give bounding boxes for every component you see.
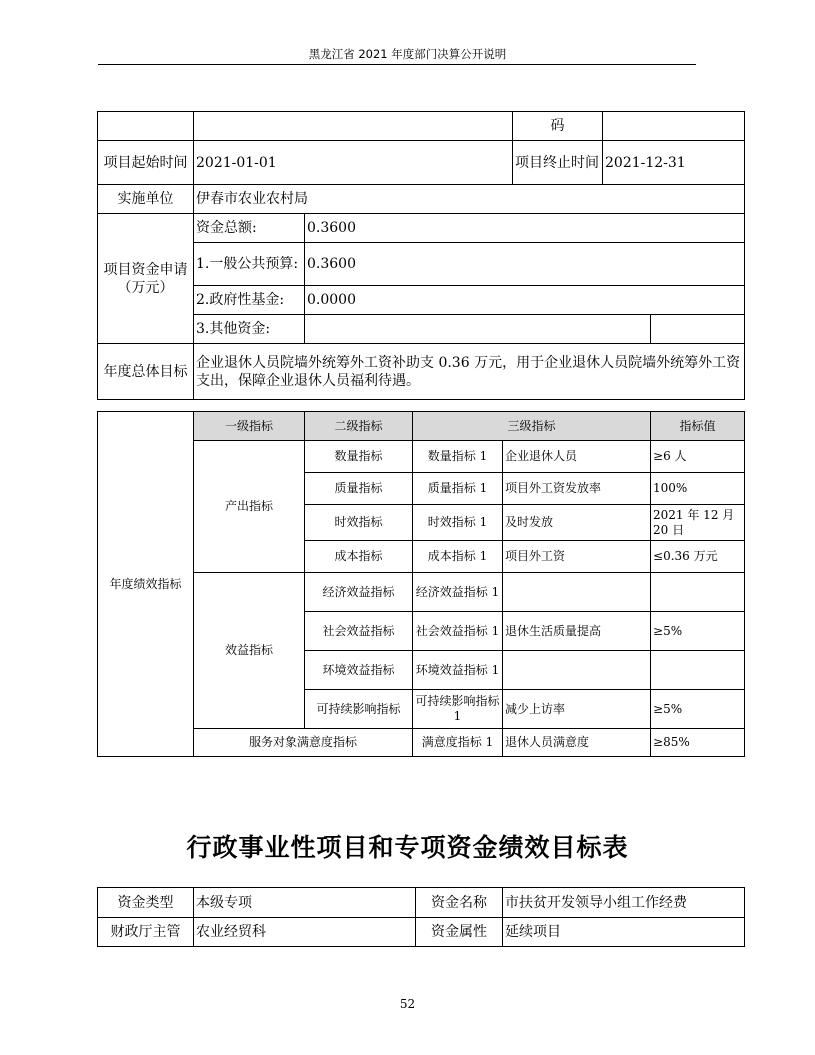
fund-summary-table bbox=[97, 887, 745, 947]
fund-name-label: 资金名称 bbox=[416, 888, 503, 918]
value-cell: 2021 年 12 月 20 日 bbox=[651, 505, 745, 541]
level2-cell: 社会效益指标 bbox=[305, 612, 413, 651]
header-rule bbox=[98, 64, 696, 65]
funds-table bbox=[97, 213, 745, 400]
value-cell: ≥5% bbox=[651, 612, 745, 651]
project-info-table bbox=[97, 111, 745, 214]
value-cell: 100% bbox=[651, 473, 745, 505]
header-value: 指标值 bbox=[651, 412, 745, 441]
end-date-value: 2021-12-31 bbox=[603, 141, 745, 185]
benefit-indicator-label: 效益指标 bbox=[194, 573, 305, 729]
table-row bbox=[98, 441, 745, 473]
perf-side-label: 年度绩效指标 bbox=[98, 412, 194, 757]
code-label: 码 bbox=[513, 112, 603, 141]
level3-name-cell: 可持续影响指标 1 bbox=[413, 690, 503, 729]
level3-name-cell: 数量指标 1 bbox=[413, 441, 503, 473]
funds-label: 项目资金申请（万元） bbox=[98, 214, 194, 344]
fund-type-value: 本级专项 bbox=[194, 888, 416, 918]
start-date-label: 项目起始时间 bbox=[98, 141, 194, 185]
level3-desc-cell bbox=[503, 573, 651, 612]
general-budget-value: 0.3600 bbox=[305, 243, 745, 286]
section-title: 行政事业性项目和专项资金绩效目标表 bbox=[186, 833, 629, 862]
level3-desc-cell: 及时发放 bbox=[503, 505, 651, 541]
end-date-label: 项目终止时间 bbox=[513, 141, 603, 185]
level3-desc-cell: 项目外工资 bbox=[503, 541, 651, 573]
gov-fund-value: 0.0000 bbox=[305, 286, 745, 315]
performance-table bbox=[97, 411, 745, 757]
level2-cell: 可持续影响指标 bbox=[305, 690, 413, 729]
value-cell: ≥5% bbox=[651, 690, 745, 729]
other-fund-value bbox=[305, 315, 651, 344]
level3-desc-cell: 项目外工资发放率 bbox=[503, 473, 651, 505]
level2-cell: 成本指标 bbox=[305, 541, 413, 573]
value-cell bbox=[651, 573, 745, 612]
fund-attr-value: 延续项目 bbox=[503, 918, 745, 947]
level2-cell: 经济效益指标 bbox=[305, 573, 413, 612]
gov-fund-label: 2.政府性基金: bbox=[194, 286, 305, 315]
implementing-unit-label: 实施单位 bbox=[98, 185, 194, 214]
page-number: 52 bbox=[399, 997, 416, 1011]
header-level1: 一级指标 bbox=[194, 412, 305, 441]
total-funds-label: 资金总额: bbox=[194, 214, 305, 243]
level3-name-cell: 满意度指标 1 bbox=[413, 729, 503, 757]
level3-desc-cell: 企业退休人员 bbox=[503, 441, 651, 473]
level2-cell: 环境效益指标 bbox=[305, 651, 413, 690]
table-row bbox=[98, 729, 745, 757]
level3-desc-cell bbox=[503, 651, 651, 690]
header-level2: 二级指标 bbox=[305, 412, 413, 441]
implementing-unit-value: 伊春市农业农村局 bbox=[194, 185, 745, 214]
satisfaction-indicator-label: 服务对象满意度指标 bbox=[194, 729, 413, 757]
level3-desc-cell: 退休生活质量提高 bbox=[503, 612, 651, 651]
dept-label: 财政厅主管 bbox=[98, 918, 194, 947]
level3-name-cell: 社会效益指标 1 bbox=[413, 612, 503, 651]
level3-name-cell: 成本指标 1 bbox=[413, 541, 503, 573]
level3-name-cell: 环境效益指标 1 bbox=[413, 651, 503, 690]
total-funds-value: 0.3600 bbox=[305, 214, 745, 243]
start-date-value: 2021-01-01 bbox=[194, 141, 513, 185]
level3-name-cell: 经济效益指标 1 bbox=[413, 573, 503, 612]
value-cell: ≥6 人 bbox=[651, 441, 745, 473]
document-header: 黑龙江省 2021 年度部门决算公开说明 bbox=[308, 47, 507, 61]
fund-type-label: 资金类型 bbox=[98, 888, 194, 918]
general-budget-label: 1.一般公共预算: bbox=[194, 243, 305, 286]
level2-cell: 数量指标 bbox=[305, 441, 413, 473]
dept-value: 农业经贸科 bbox=[194, 918, 416, 947]
header-level3: 三级指标 bbox=[413, 412, 651, 441]
other-fund-label: 3.其他资金: bbox=[194, 315, 305, 344]
value-cell bbox=[651, 651, 745, 690]
annual-goal-label: 年度总体目标 bbox=[98, 344, 194, 400]
level3-desc-cell: 减少上访率 bbox=[503, 690, 651, 729]
level3-desc-cell: 退休人员满意度 bbox=[503, 729, 651, 757]
level3-name-cell: 时效指标 1 bbox=[413, 505, 503, 541]
fund-name-value: 市扶贫开发领导小组工作经费 bbox=[503, 888, 745, 918]
value-cell: ≥85% bbox=[651, 729, 745, 757]
output-indicator-label: 产出指标 bbox=[194, 441, 305, 573]
level2-cell: 时效指标 bbox=[305, 505, 413, 541]
level2-cell: 质量指标 bbox=[305, 473, 413, 505]
value-cell: ≤0.36 万元 bbox=[651, 541, 745, 573]
fund-attr-label: 资金属性 bbox=[416, 918, 503, 947]
table-row bbox=[98, 573, 745, 612]
level3-name-cell: 质量指标 1 bbox=[413, 473, 503, 505]
annual-goal-value: 企业退休人员院墙外统筹外工资补助支 0.36 万元，用于企业退休人员院墙外统筹外工资支出，保障企业退休人员福利待遇。 bbox=[194, 344, 745, 400]
